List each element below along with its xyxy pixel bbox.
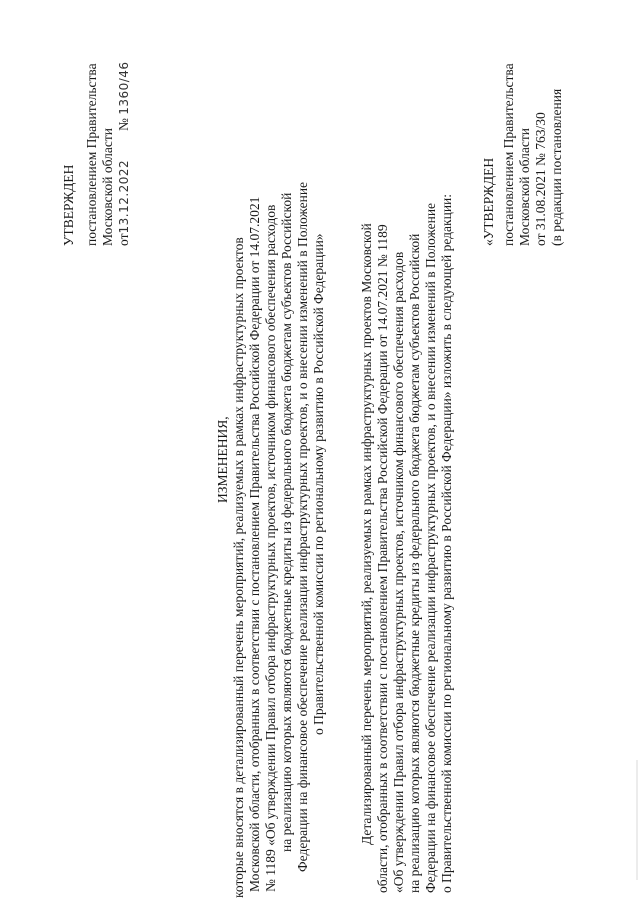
approval-number-prefix: № — [116, 118, 131, 132]
document-title: ИЗМЕНЕНИЯ, — [215, 416, 230, 503]
scan-edge-mark — [636, 760, 638, 880]
quote-heading: «УТВЕРЖДЕН — [481, 157, 496, 246]
quote-date: от 31.08.2021 № 763/30 — [533, 112, 548, 246]
subtitle-line: которые вносятся в детализированный перечень мероприятий, реализуемых в рамках инфраструктурных проектов — [231, 237, 246, 898]
body-line: Детализированный перечень мероприятий, реализуемых в рамках инфраструктурных проектов Московской — [359, 223, 374, 845]
approval-number-value: 1360/46 — [117, 61, 131, 115]
subtitle-line: на реализацию которых являются бюджетные кредиты из федерального бюджета бюджетам субъектов Российской — [279, 192, 294, 852]
subtitle-line: Федерации на финансовое обеспечение реализации инфраструктурных проектов, и о внесении изменений в Положение — [295, 181, 310, 872]
body-line: о Правительственной комиссии по региональному развитию в Российской Федерации» изложить в следующей редакции: — [439, 193, 454, 893]
body-line: на реализацию которых являются бюджетные кредиты из федерального бюджета бюджетам субъектов Российской — [407, 233, 422, 893]
approval-date-prefix: от — [116, 233, 131, 246]
body-line: «Об утверждении Правил отбора инфраструктурных проектов, источником финансового обеспечения расходов — [391, 251, 406, 893]
quote-revision-note: (в редакции постановления — [549, 88, 564, 246]
quote-region: Московской области — [517, 127, 532, 246]
approval-date-line — [117, 61, 131, 246]
subtitle-line: Московской области, отобранных в соответствии с постановлением Правительства Российской Федерации от 14.07.2021 — [247, 196, 262, 892]
body-line: области, отобранных в соответствии с постановлением Правительства Российской Федерации от 14.07.2021 № 1189 — [375, 224, 390, 893]
approval-issuer: постановлением Правительства — [84, 63, 99, 246]
approval-date-value: 13.12.2022 — [117, 159, 131, 234]
subtitle-line: № 1189 «Об утверждении Правил отбора инфраструктурных проектов, источником финансового обеспечения расходов — [263, 204, 278, 892]
body-line: Федерации на финансовое обеспечение реализации инфраструктурных проектов, и о внесении изменений в Положение — [423, 202, 438, 893]
approval-region: Московской области — [100, 127, 115, 246]
approval-heading: УТВЕРЖДЕН — [61, 164, 76, 246]
subtitle-line: о Правительственной комиссии по региональному развитию в Российской Федерации» — [311, 233, 326, 735]
quote-issuer: постановлением Правительства — [501, 63, 516, 246]
